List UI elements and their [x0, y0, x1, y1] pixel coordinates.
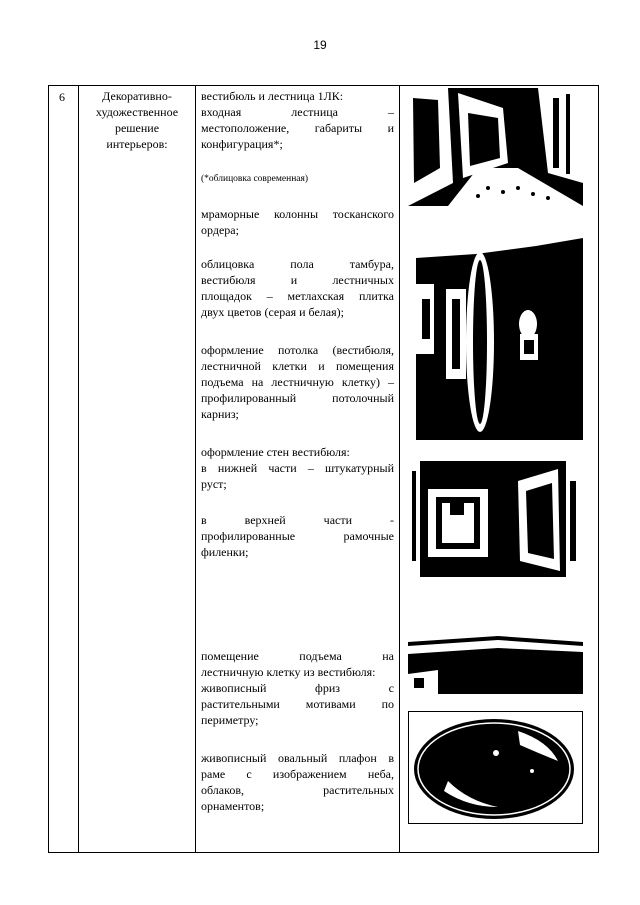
paragraph-walls-lower: оформление стен вестибюля: в нижней части – штукатурный руст;: [201, 445, 394, 491]
photo-wall-panels: [408, 461, 583, 577]
heritage-spec-table: [48, 85, 599, 853]
photo-oval-plafond: [408, 711, 583, 824]
photo-vestibule-image: [408, 88, 583, 206]
paragraph-ceiling: оформление потолка (вестибюля, лестничной клетки и помещения подъема на лестничную клетку) – профилированный потолочный карниз;: [201, 343, 394, 421]
title-line: решение: [114, 121, 160, 135]
table-row: [49, 86, 599, 853]
title-line: Декоративно-: [102, 89, 172, 103]
paragraph-cladding-note: (*облицовка современная): [201, 174, 309, 184]
paragraph-floor-cladding: облицовка пола тамбура, вестибюля и лестничных площадок – метлахская плитка двух цветов (серая и белая);: [201, 257, 394, 319]
paragraph-oval-plafond: живописный овальный плафон в раме с изображением неба, облаков, растительных орнаментов;: [201, 751, 394, 813]
photo-marble-column: [416, 224, 583, 440]
paragraph-walls-upper: в верхней части - профилированные рамочные филенки;: [201, 513, 394, 559]
paragraph-marble-columns: мраморные колонны тосканского ордера;: [201, 207, 394, 237]
photo-marble-column-image: [416, 224, 583, 440]
photo-frieze-image: [408, 612, 583, 694]
title-line: художественное: [95, 105, 179, 119]
paragraph-stair-lift-room: помещение подъема на лестничную клетку из вестибюля: живописный фриз с растительными мотивами по периметру;: [201, 649, 394, 727]
description-cell: [196, 86, 400, 853]
title-line: интерьеров:: [106, 137, 168, 151]
photo-oval-plafond-image: [408, 711, 583, 824]
paragraph-vestibule-entrance: вестибюль и лестница 1ЛК: входная лестница – местоположение, габариты и конфигурация*;: [201, 89, 394, 151]
page-number: 19: [313, 38, 327, 52]
photo-wall-panels-image: [408, 461, 583, 577]
photo-vestibule: [408, 88, 583, 206]
row-number: 6: [49, 86, 79, 853]
row-title: [79, 86, 196, 853]
photo-cell: [400, 86, 599, 853]
photo-frieze: [408, 612, 583, 694]
